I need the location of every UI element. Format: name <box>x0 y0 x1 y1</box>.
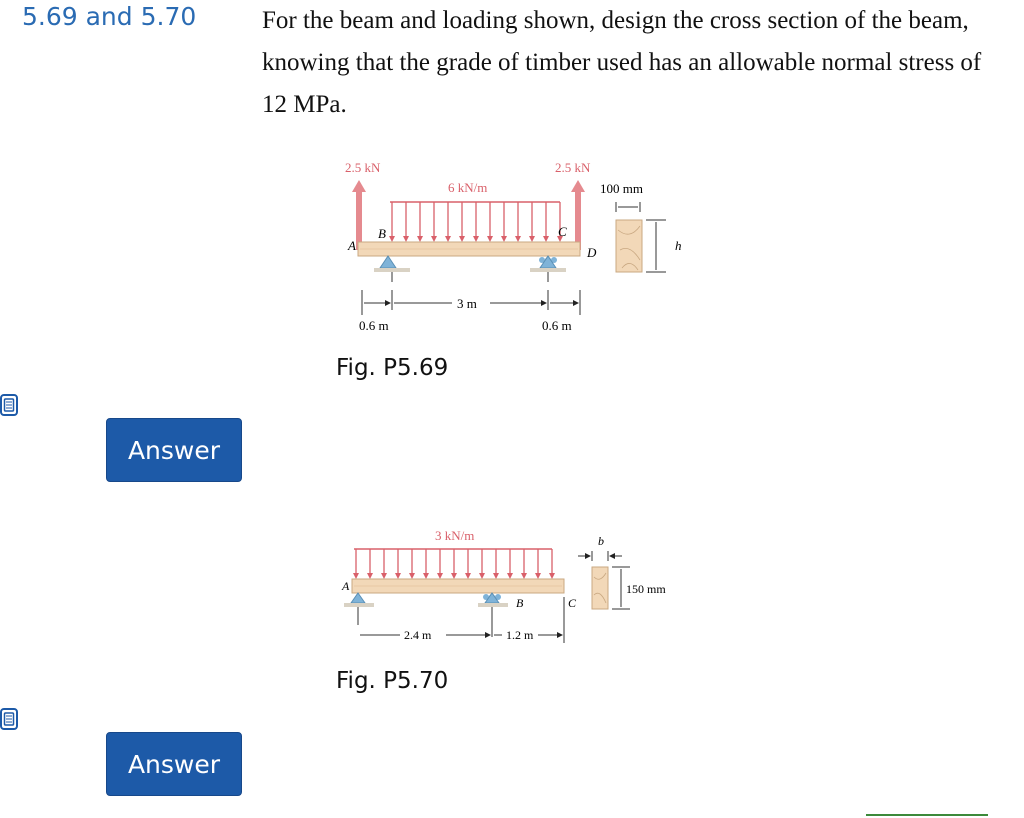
point-a-label: A <box>348 238 356 253</box>
document-icon[interactable] <box>0 394 18 416</box>
divider <box>866 814 988 816</box>
dim-right-label: 0.6 m <box>542 318 572 333</box>
problem-number: 5.69 and 5.70 <box>22 2 197 31</box>
pin-support-b <box>380 256 396 268</box>
point-c-label: C <box>558 224 567 239</box>
section-width-label: 100 mm <box>600 181 643 196</box>
problem-statement: For the beam and loading shown, design the cross section of the beam, knowing that the grade of timber used has an allowable normal stress of 12 MPa. <box>262 7 982 118</box>
section-height-label: h <box>675 238 682 253</box>
point-b-label-2: B <box>516 596 524 610</box>
cross-section-1 <box>616 220 642 272</box>
answer-button[interactable]: Answer <box>106 732 242 796</box>
section-height-label-2: 150 mm <box>626 582 666 596</box>
answer-button[interactable]: Answer <box>106 418 242 482</box>
dim-left-label: 0.6 m <box>359 318 389 333</box>
load-left-arrow <box>356 188 362 250</box>
point-d-label: D <box>587 245 597 260</box>
figure-p5-69 <box>330 150 700 350</box>
point-b-label: B <box>378 226 386 241</box>
document-icon[interactable] <box>0 708 18 730</box>
figure-caption-2: Fig. P5.70 <box>336 668 449 694</box>
distributed-load-arrows-2 <box>356 549 552 577</box>
pin-support-a <box>351 593 365 603</box>
figure-caption-1: Fig. P5.69 <box>336 355 449 381</box>
distributed-load-arrows <box>392 202 560 240</box>
distributed-load-label: 6 kN/m <box>448 180 488 195</box>
dim-right-label-2: 1.2 m <box>506 628 534 642</box>
point-a-label-2: A <box>342 579 350 593</box>
dim-mid-label: 3 m <box>457 296 477 311</box>
section-width-label-2: b <box>598 534 604 548</box>
load-right-label: 2.5 kN <box>555 160 591 175</box>
point-c-label-2: C <box>568 596 577 610</box>
load-right-arrow <box>575 188 581 250</box>
distributed-load-label-2: 3 kN/m <box>435 528 475 543</box>
figure-p5-70 <box>330 525 700 655</box>
load-left-label: 2.5 kN <box>345 160 381 175</box>
dim-left-label-2: 2.4 m <box>404 628 432 642</box>
